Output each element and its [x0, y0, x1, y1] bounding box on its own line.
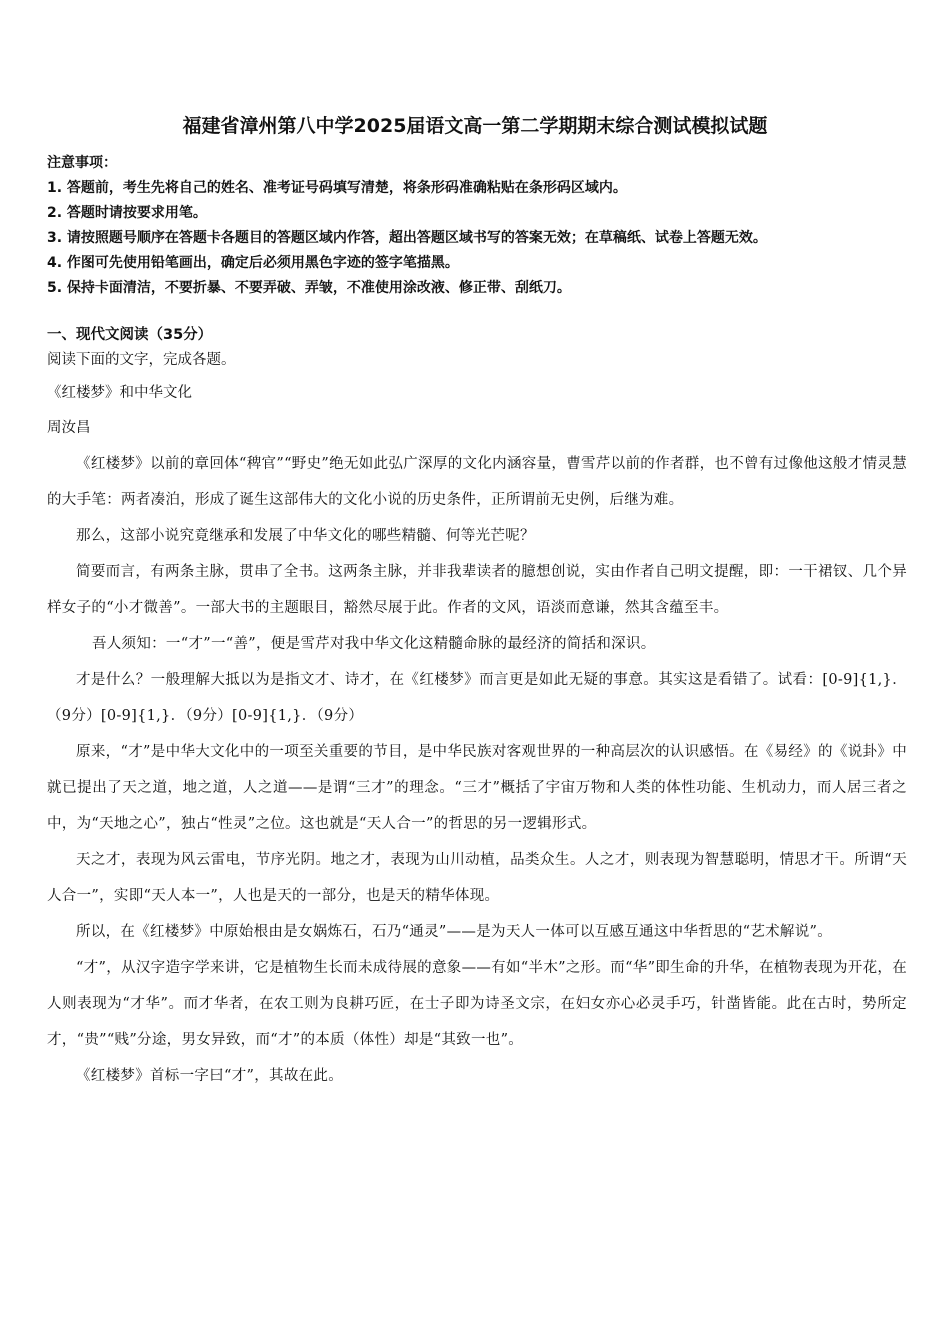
article-body: [47, 446, 907, 1094]
paragraph: 《红楼梦》首标一字曰“才”，其故在此。: [76, 1068, 344, 1084]
notice-item: 2. 答题时请按要求用笔。: [47, 205, 207, 221]
paragraph: 吾人须知：一“才”一“善”，便是雪芹对我中华文化这精髓命脉的最经济的简括和深识。: [91, 636, 656, 652]
paragraph: 简要而言，有两条主脉，贯串了全书。这两条主脉，并非我辈读者的臆想创说，实由作者自己明文提醒，即：一干裙钗、几个异样女子的“小才微善”。一部大书的主题眼目，豁然尽展于此。作者的文风，语淡而意谦，然其含蕴至丰。: [47, 564, 907, 616]
paragraph: 原来，“才”是中华大文化中的一项至关重要的节目，是中华民族对客观世界的一种高层次的认识感悟。在《易经》的《说卦》中就已提出了天之道，地之道，人之道——是谓“三才”的理念。“三才”概括了宇宙万物和人类的体性功能、生机动力，而人居三者之中，为“天地之心”，独占“性灵”之位。这也就是“天人合一”的哲思的另一逻辑形式。: [47, 744, 907, 832]
section-instruction: 阅读下面的文字，完成各题。: [47, 352, 236, 368]
paragraph: “才”，从汉字造字学来讲，它是植物生长而未成待展的意象——有如“半木”之形。而“华”即生命的升华，在植物表现为开花，在人则表现为“才华”。而才华者，在农工则为良耕巧匠，在士子即为诗圣文宗，在妇女亦心必灵手巧，针凿皆能。此在古时，势所定才，“贵”“贱”分途，男女异致，而“才”的本质（体性）却是“其致一也”。: [47, 960, 907, 1048]
page-title: 福建省漳州第八中学2025届语文高一第二学期期末综合测试模拟试题: [182, 115, 768, 137]
notice-block: [47, 151, 917, 301]
paragraph: 才是什么？一般理解大抵以为是指文才、诗才，在《红楼梦》而言更是如此无疑的事意。其实这是看错了。试看：[0-9]{1,}．（9分）[0-9]{1,}．（9分）[0-9]{1,}．（9分）: [47, 672, 907, 724]
article-title: 《红楼梦》和中华文化: [47, 385, 192, 401]
notice-item: 3. 请按照题号顺序在答题卡各题目的答题区域内作答，超出答题区域书写的答案无效；在草稿纸、试卷上答题无效。: [47, 230, 767, 246]
notice-item: 5. 保持卡面清洁，不要折暴、不要弄破、弄皱，不准使用涂改液、修正带、刮纸刀。: [47, 280, 571, 296]
notice-item: 4. 作图可先使用铅笔画出，确定后必须用黑色字迹的签字笔描黑。: [47, 255, 459, 271]
paragraph: 《红楼梦》以前的章回体“稗官”“野史”绝无如此弘广深厚的文化内涵容量，曹雪芹以前的作者群，也不曾有过像他这般才情灵慧的大手笔：两者凑泊，形成了诞生这部伟大的文化小说的历史条件，正所谓前无史例，后继为难。: [47, 456, 907, 508]
paragraph: 那么，这部小说究竟继承和发展了中华文化的哪些精髓、何等光芒呢？: [76, 528, 535, 544]
paragraph: 所以，在《红楼梦》中原始根由是女娲炼石，石乃“通灵”——是为天人一体可以互感互通这中华哲思的“艺术解说”。: [76, 924, 833, 940]
article-author: 周汝昌: [47, 420, 91, 436]
section-heading: 一、现代文阅读（35分）: [47, 327, 213, 343]
notice-heading: 注意事项：: [47, 155, 117, 171]
paragraph: 天之才，表现为风云雷电，节序光阴。地之才，表现为山川动植，品类众生。人之才，则表现为智慧聪明，情思才干。所谓“天人合一”，实即“天人本一”，人也是天的一部分，也是天的精华体现。: [47, 852, 907, 904]
notice-item: 1. 答题前，考生先将自己的姓名、准考证号码填写清楚，将条形码准确粘贴在条形码区域内。: [47, 180, 627, 196]
